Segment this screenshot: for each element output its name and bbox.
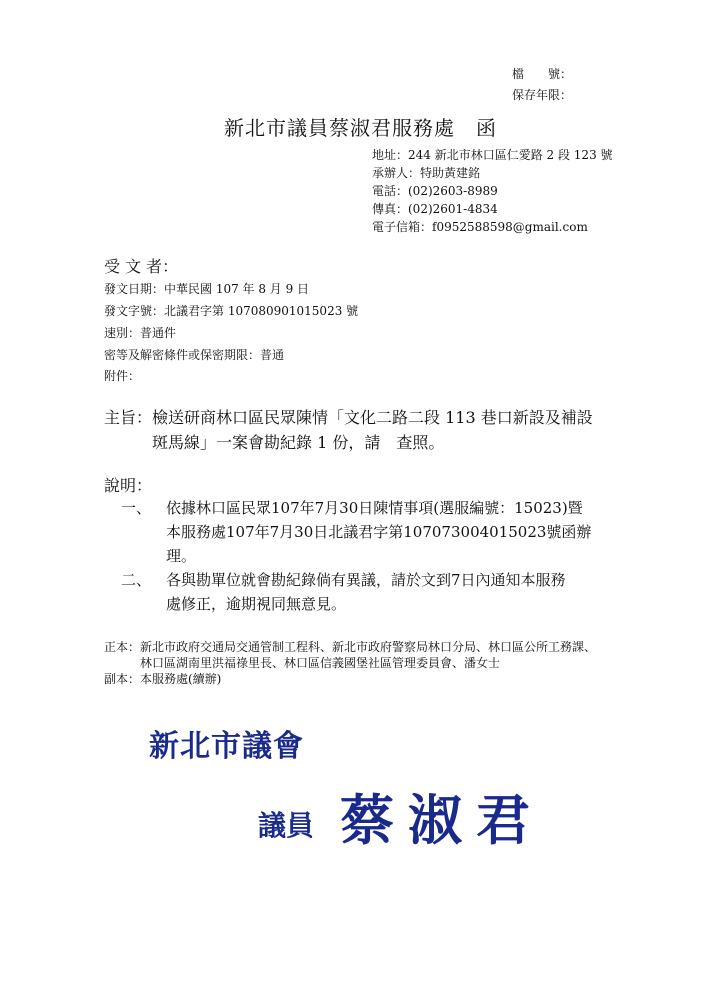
item-number: 一、 (121, 499, 152, 517)
explanation-label: 說明： (104, 476, 153, 495)
item-line: 各與勘單位就會勘紀錄倘有異議，請於文到7日內通知本服務 (166, 571, 566, 589)
item-number: 二、 (121, 571, 152, 589)
distribution-copy: 副本：本服務處(續辦) (104, 672, 222, 686)
contact-address: 地址：244 新北市林口區仁愛路 2 段 123 號 (372, 148, 613, 162)
doc-secrecy: 密等及解密條件或保密期限：普通 (104, 348, 285, 362)
contact-handler: 承辦人：特助黃建銘 (372, 166, 481, 180)
doc-attachment: 附件： (104, 369, 141, 383)
contact-fax: 傳真：(02)2601-4834 (372, 202, 498, 216)
recipient-label: 受 文 者： (104, 257, 179, 276)
file-number-label: 檔 號： (512, 67, 573, 81)
seal-name: 蔡淑君 (340, 788, 544, 852)
seal-org: 新北市議會 (149, 729, 304, 764)
distribution-main: 正本：新北市政府交通局交通管制工程科、新北市政府警察局林口分局、林口區公所工務課、 (104, 640, 597, 654)
item-line: 依據林口區民眾107年7月30日陳情事項(選服編號：15023)暨 (166, 499, 583, 517)
contact-email: 電子信箱：f0952588598@gmail.com (372, 220, 588, 234)
distribution-main: 林口區湖南里洪福祿里長、林口區信義國堡社區管理委員會、潘女士 (140, 656, 501, 670)
item-line: 理。 (166, 547, 197, 565)
item-line: 處修正，逾期視同無意見。 (166, 595, 347, 613)
subject-line: 斑馬線」一案會勘紀錄 1 份，請 查照。 (152, 433, 445, 452)
contact-phone: 電話：(02)2603-8989 (372, 184, 498, 198)
retention-label: 保存年限： (512, 88, 573, 102)
doc-number: 發文字號：北議君字第 107080901015023 號 (104, 304, 359, 318)
item-line: 本服務處107年7月30日北議君字第107073004015023號函辦 (166, 523, 592, 541)
subject-line: 主旨：檢送研商林口區民眾陳情「文化二路二段 113 巷口新設及補設 (104, 408, 593, 427)
seal-role: 議員 (258, 809, 315, 842)
doc-speed: 速別：普通件 (104, 326, 177, 340)
page-title: 新北市議員蔡淑君服務處 函 (224, 116, 497, 140)
doc-date: 發文日期：中華民國 107 年 8 月 9 日 (104, 282, 310, 296)
